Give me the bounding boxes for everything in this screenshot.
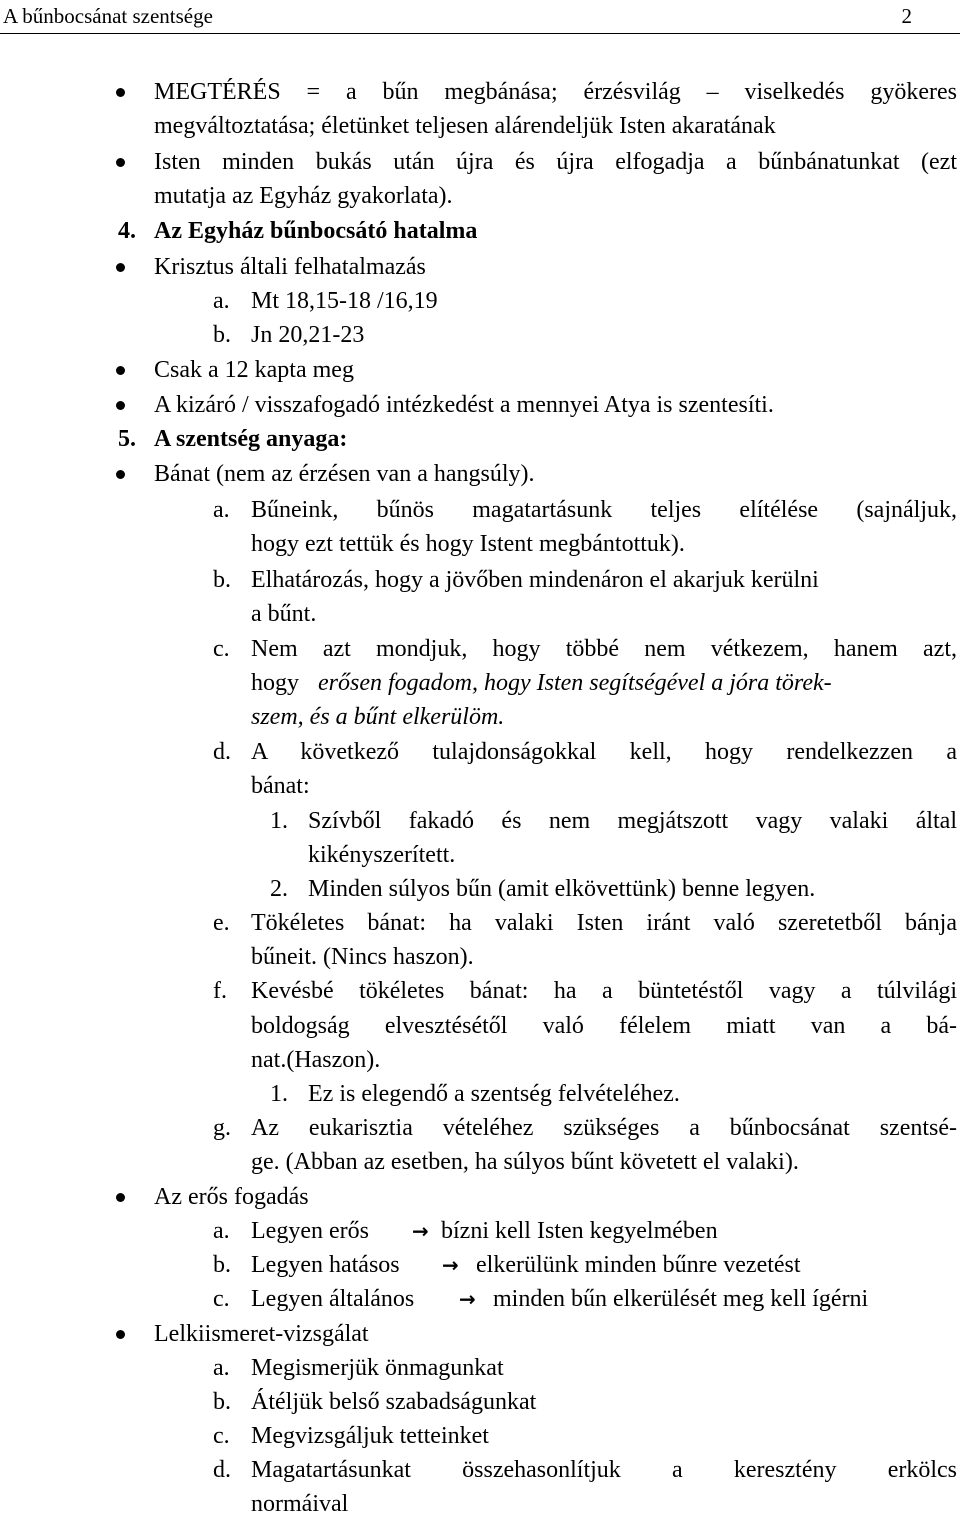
bullet-icon — [116, 366, 125, 375]
item-text: ge. (Abban az esetben, ha súlyos bűnt követett el valaki). — [251, 1149, 799, 1175]
item-text: Megvizsgáljuk tetteinket — [251, 1423, 489, 1449]
sub-marker: a. — [213, 288, 230, 314]
section-number: 5. — [118, 426, 136, 452]
item-text: A következő tulajdonságokkal kell, hogy rendelkezzen a — [251, 739, 957, 765]
item-text-italic: szem, és a bűnt elkerülöm. — [251, 704, 505, 730]
item-text: bánat: — [251, 773, 310, 799]
item-text: Magatartásunkat összehasonlítjuk a keresztény erkölcs — [251, 1457, 957, 1483]
item-text: hogy — [251, 670, 299, 696]
page-header — [0, 0, 960, 32]
item-text: Kevésbé tökéletes bánat: ha a büntetéstől vagy a túlvilági — [251, 978, 957, 1004]
page-number: 2 — [901, 4, 912, 28]
sub-marker: 1. — [270, 808, 288, 834]
item-text: Legyen erős — [251, 1218, 369, 1244]
item-text: kikényszerített. — [308, 842, 456, 868]
sub-marker: 1. — [270, 1081, 288, 1107]
item-text: Legyen hatásos — [251, 1252, 400, 1278]
sub-marker: a. — [213, 497, 230, 523]
item-text: Bánat (nem az érzésen van a hangsúly). — [154, 461, 535, 487]
sub-marker: a. — [213, 1355, 230, 1381]
item-text: Csak a 12 kapta meg — [154, 357, 354, 383]
item-text: Tökéletes bánat: ha valaki Isten iránt való szeretetből bánja — [251, 910, 957, 936]
arrow-right-icon: → — [412, 1219, 429, 1243]
item-text: megváltoztatása; életünket teljesen alárendeljük Isten akaratának — [154, 113, 776, 139]
item-text: Bűneink, bűnös magatartásunk teljes elítélése (sajnáljuk, — [251, 497, 957, 523]
bullet-icon — [116, 1193, 125, 1202]
sub-marker: b. — [213, 1252, 231, 1278]
item-text: boldogság elvesztésétől való félelem miatt van a bá- — [251, 1013, 957, 1039]
item-text: Legyen általános — [251, 1286, 415, 1312]
item-text: Jn 20,21-23 — [251, 322, 365, 348]
item-text: A kizáró / visszafogadó intézkedést a mennyei Atya is szentesíti. — [154, 392, 774, 418]
arrow-right-icon: → — [459, 1287, 476, 1311]
item-text: bűneit. (Nincs haszon). — [251, 944, 474, 970]
sub-marker: a. — [213, 1218, 230, 1244]
item-text: Ez is elegendő a szentség felvételéhez. — [308, 1081, 680, 1107]
item-text: mutatja az Egyház gyakorlata). — [154, 183, 453, 209]
item-text: Megismerjük önmagunkat — [251, 1355, 504, 1381]
item-text: Krisztus általi felhatalmazás — [154, 254, 426, 280]
section-number: 4. — [118, 218, 136, 244]
item-text: normáival — [251, 1491, 349, 1517]
header-title: A bűnbocsánat szentsége — [3, 4, 213, 28]
item-text: Elhatározás, hogy a jövőben mindenáron el akarjuk kerülni — [251, 567, 819, 593]
item-text: Nem azt mondjuk, hogy többé nem vétkezem, hanem azt, — [251, 636, 957, 662]
item-text: Az eukarisztia vételéhez szükséges a bűnbocsánat szentsé- — [251, 1115, 957, 1141]
sub-marker: c. — [213, 1286, 230, 1312]
item-text: minden bűn elkerülését meg kell ígérni — [493, 1286, 869, 1312]
sub-marker: f. — [213, 978, 227, 1004]
sub-marker: c. — [213, 1423, 230, 1449]
sub-marker: d. — [213, 1457, 231, 1483]
item-text: hogy ezt tettük és hogy Istent megbántottuk). — [251, 531, 685, 557]
bullet-icon — [116, 1330, 125, 1339]
item-text: Az erős fogadás — [154, 1184, 309, 1210]
arrow-right-icon: → — [442, 1253, 459, 1277]
item-text: Szívből fakadó és nem megjátszott vagy valaki által — [308, 808, 957, 834]
header-rule — [0, 33, 960, 34]
item-text: Minden súlyos bűn (amit elkövettünk) benne legyen. — [308, 876, 816, 902]
item-text: bízni kell Isten kegyelmében — [441, 1218, 718, 1244]
sub-marker: b. — [213, 1389, 231, 1415]
item-text: Isten minden bukás után újra és újra elfogadja a bűnbánatunkat (ezt — [154, 149, 957, 175]
sub-marker: b. — [213, 567, 231, 593]
sub-marker: c. — [213, 636, 230, 662]
bullet-icon — [116, 158, 125, 167]
bullet-icon — [116, 470, 125, 479]
item-text: Lelkiismeret-vizsgálat — [154, 1321, 369, 1347]
item-text: elkerülünk minden bűnre vezetést — [476, 1252, 801, 1278]
section-title: Az Egyház bűnbocsátó hatalma — [154, 218, 478, 244]
sub-marker: 2. — [270, 876, 288, 902]
sub-marker: b. — [213, 322, 231, 348]
sub-marker: d. — [213, 739, 231, 765]
item-text: Mt 18,15-18 /16,19 — [251, 288, 438, 314]
section-title: A szentség anyaga: — [154, 426, 348, 452]
item-text-italic: erősen fogadom, hogy Isten segítségével a jóra törek- — [318, 670, 832, 696]
bullet-icon — [116, 401, 125, 410]
sub-marker: e. — [213, 910, 230, 936]
item-text: Átéljük belső szabadságunkat — [251, 1389, 537, 1415]
sub-marker: g. — [213, 1115, 231, 1141]
item-text: MEGTÉRÉS = a bűn megbánása; érzésvilág – viselkedés gyökeres — [154, 79, 957, 105]
item-text: a bűnt. — [251, 601, 317, 627]
bullet-icon — [116, 263, 125, 272]
item-text: nat.(Haszon). — [251, 1047, 381, 1073]
bullet-icon — [116, 88, 125, 97]
